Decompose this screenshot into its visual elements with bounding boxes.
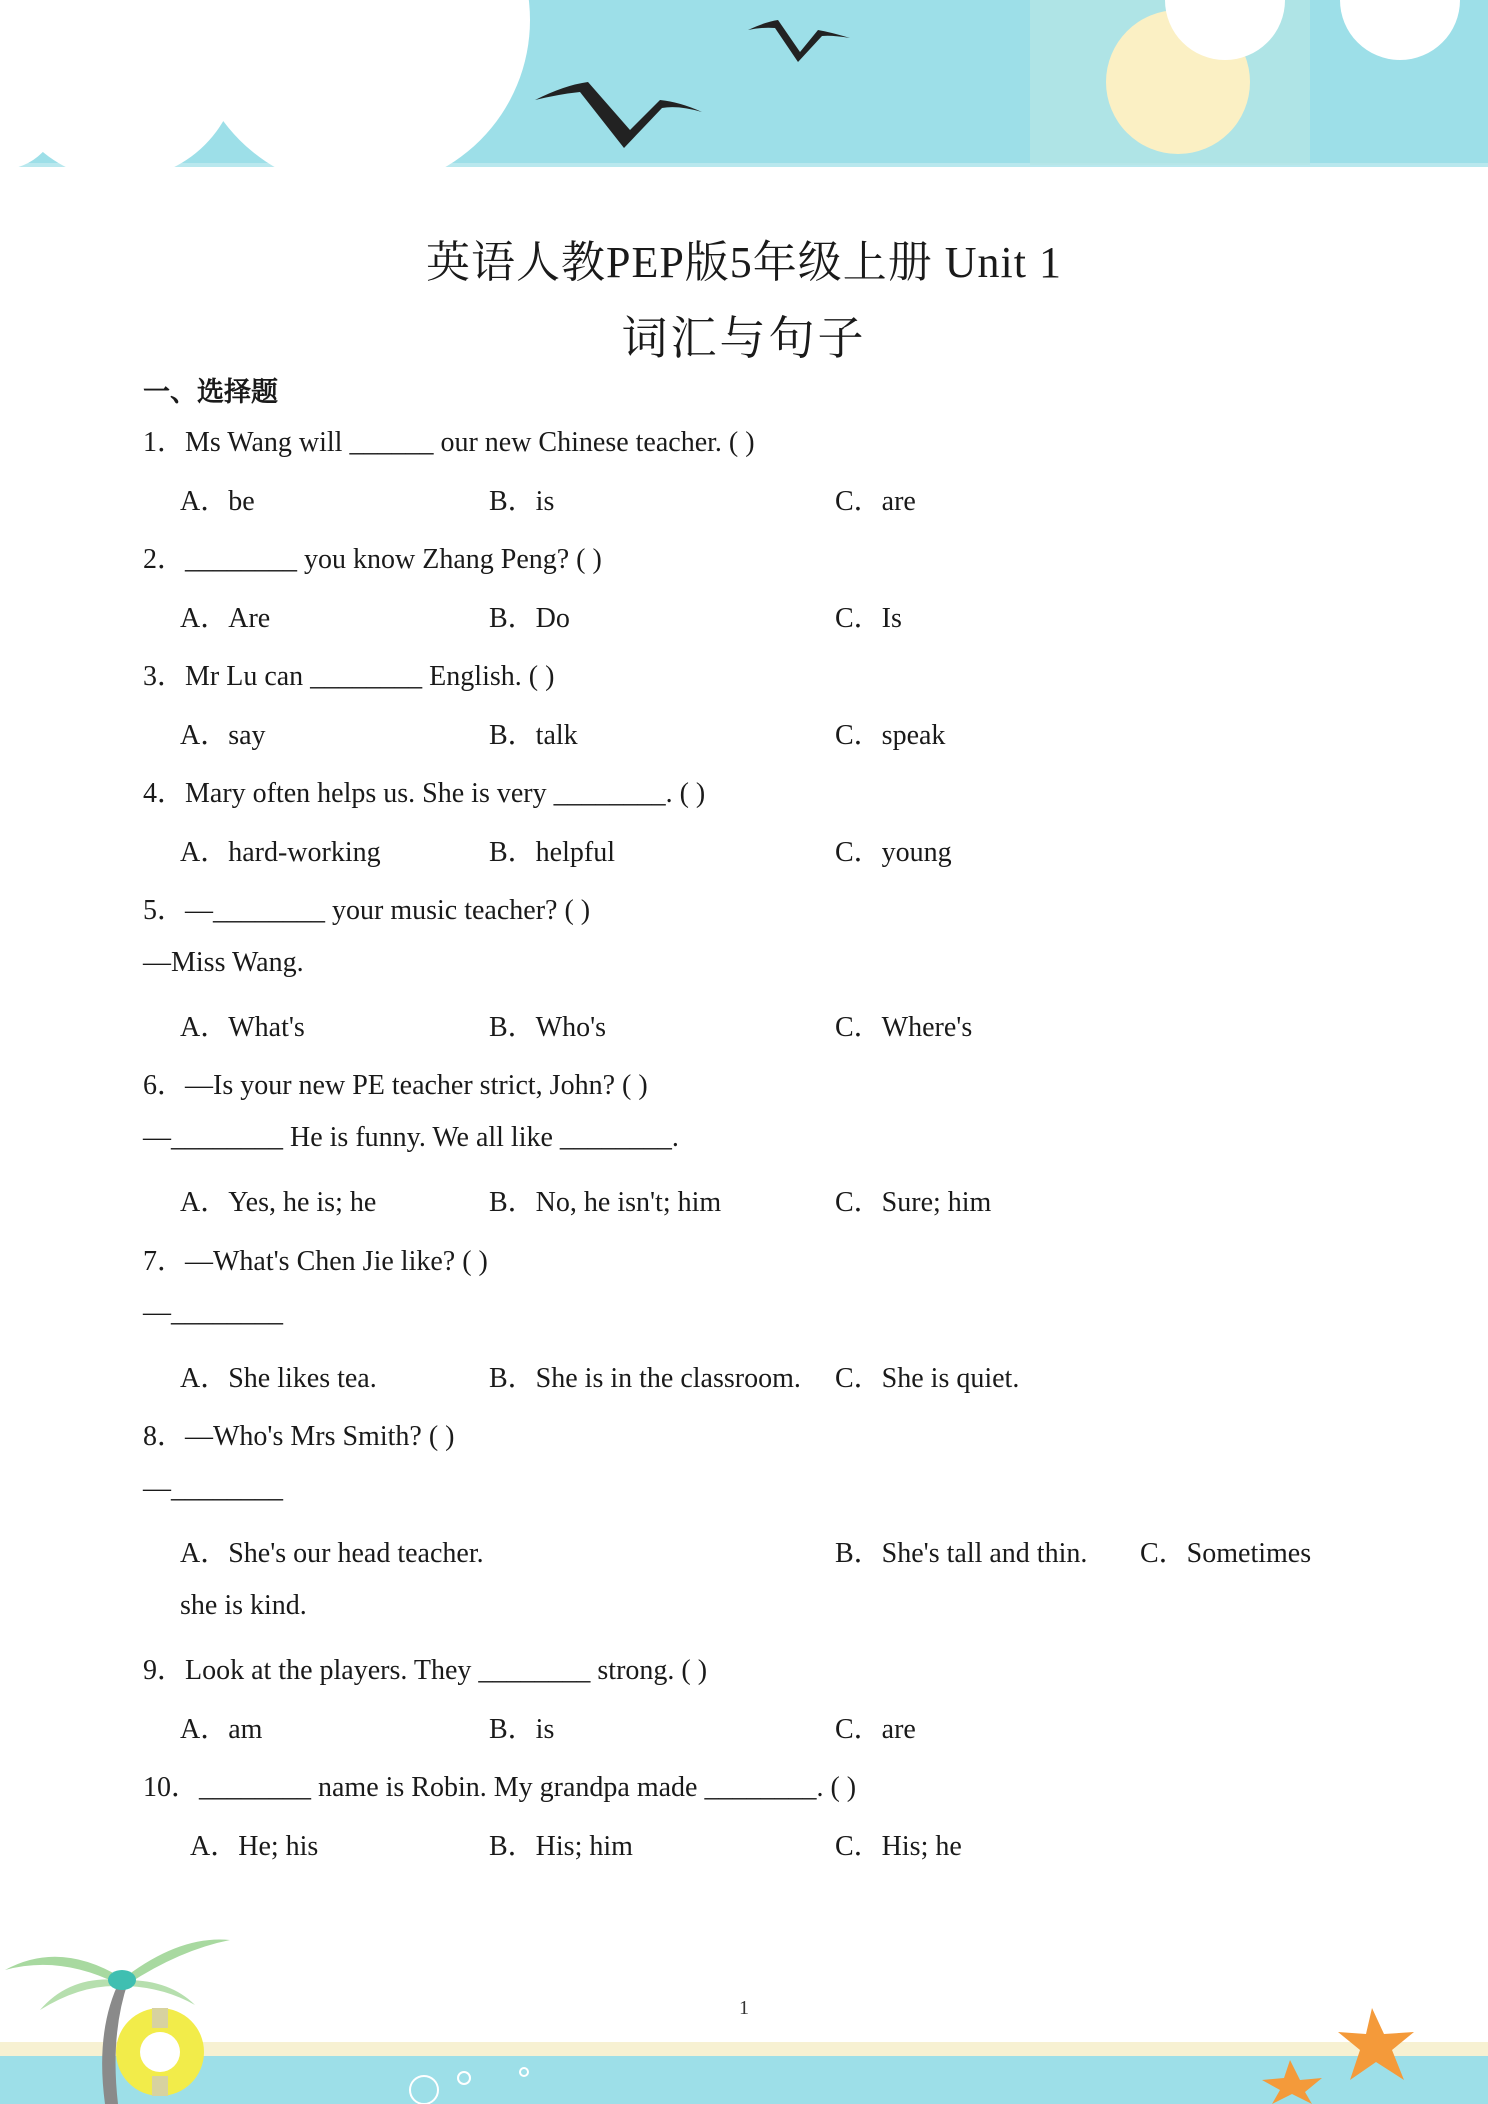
option-c[interactable]: C．are [835,1714,916,1745]
option-b[interactable]: B．She is in the classroom. [489,1363,801,1394]
option-c[interactable]: C．Sometimes [1140,1538,1312,1569]
section-heading: 一、选择题 [143,377,278,408]
question-stem: 1．Ms Wang will ______ our new Chinese teacher. ( ) [143,427,755,458]
option-b[interactable]: B．Who's [489,1012,607,1043]
option-c[interactable]: C．Where's [835,1012,973,1043]
dialogue-reply: —________ He is funny. We all like ________. [143,1122,679,1153]
option-a[interactable]: A．Yes, he is; he [180,1187,377,1218]
sand-strip [0,2042,1488,2056]
question-stem: 4．Mary often helps us. She is very ________. ( ) [143,778,706,809]
option-c[interactable]: C．Sure; him [835,1187,992,1218]
option-c[interactable]: C．Is [835,603,902,634]
swim-ring-icon [116,2008,204,2096]
option-a[interactable]: A．Are [180,603,271,634]
footer-decoration [0,1920,1488,2104]
option-b[interactable]: B．She's tall and thin. [835,1538,1088,1569]
question-stem: 7．—What's Chen Jie like? ( ) [143,1246,488,1277]
option-b[interactable]: B．talk [489,720,578,751]
header-decoration [0,0,1488,170]
question-stem: 10．________ name is Robin. My grandpa made ________. ( ) [143,1772,857,1803]
dialogue-reply: —________ [143,1473,283,1504]
option-b[interactable]: B．His; him [489,1831,633,1862]
option-a[interactable]: A．say [180,720,266,751]
option-c[interactable]: C．speak [835,720,946,751]
option-b[interactable]: B．No, he isn't; him [489,1187,722,1218]
question-stem: 5．—________ your music teacher? ( ) [143,895,591,926]
document-title: 英语人教PEP版5年级上册 Unit 1 [425,238,1063,287]
option-b[interactable]: B．helpful [489,837,615,868]
document-subtitle: 词汇与句子 [621,313,867,364]
option-c[interactable]: C．She is quiet. [835,1363,1020,1394]
option-b[interactable]: B．is [489,486,555,517]
option-c[interactable]: C．His; he [835,1831,962,1862]
page-number: 1 [739,1997,749,2019]
option-b[interactable]: B．Do [489,603,570,634]
cloud-icon [0,0,530,170]
option-a[interactable]: A．What's [180,1012,305,1043]
option-a[interactable]: A．be [180,486,255,517]
option-c[interactable]: C．young [835,837,952,868]
option-a[interactable]: A．She's our head teacher. [180,1538,484,1569]
question-stem: 2．________ you know Zhang Peng? ( ) [143,544,602,575]
question-stem: 9．Look at the players. They ________ strong. ( ) [143,1655,708,1686]
option-a[interactable]: A．He; his [190,1831,319,1862]
question-stem: 6．—Is your new PE teacher strict, John? ( ) [143,1070,648,1101]
question-stem: 8．—Who's Mrs Smith? ( ) [143,1421,455,1452]
option-a[interactable]: A．She likes tea. [180,1363,377,1394]
question-stem: 3．Mr Lu can ________ English. ( ) [143,661,555,692]
option-a[interactable]: A．hard-working [180,837,381,868]
option-c-continued: she is kind. [180,1590,307,1621]
dialogue-reply: —Miss Wang. [143,947,304,978]
option-a[interactable]: A．am [180,1714,263,1745]
option-c[interactable]: C．are [835,486,916,517]
option-b[interactable]: B．is [489,1714,555,1745]
dialogue-reply: —________ [143,1297,283,1328]
